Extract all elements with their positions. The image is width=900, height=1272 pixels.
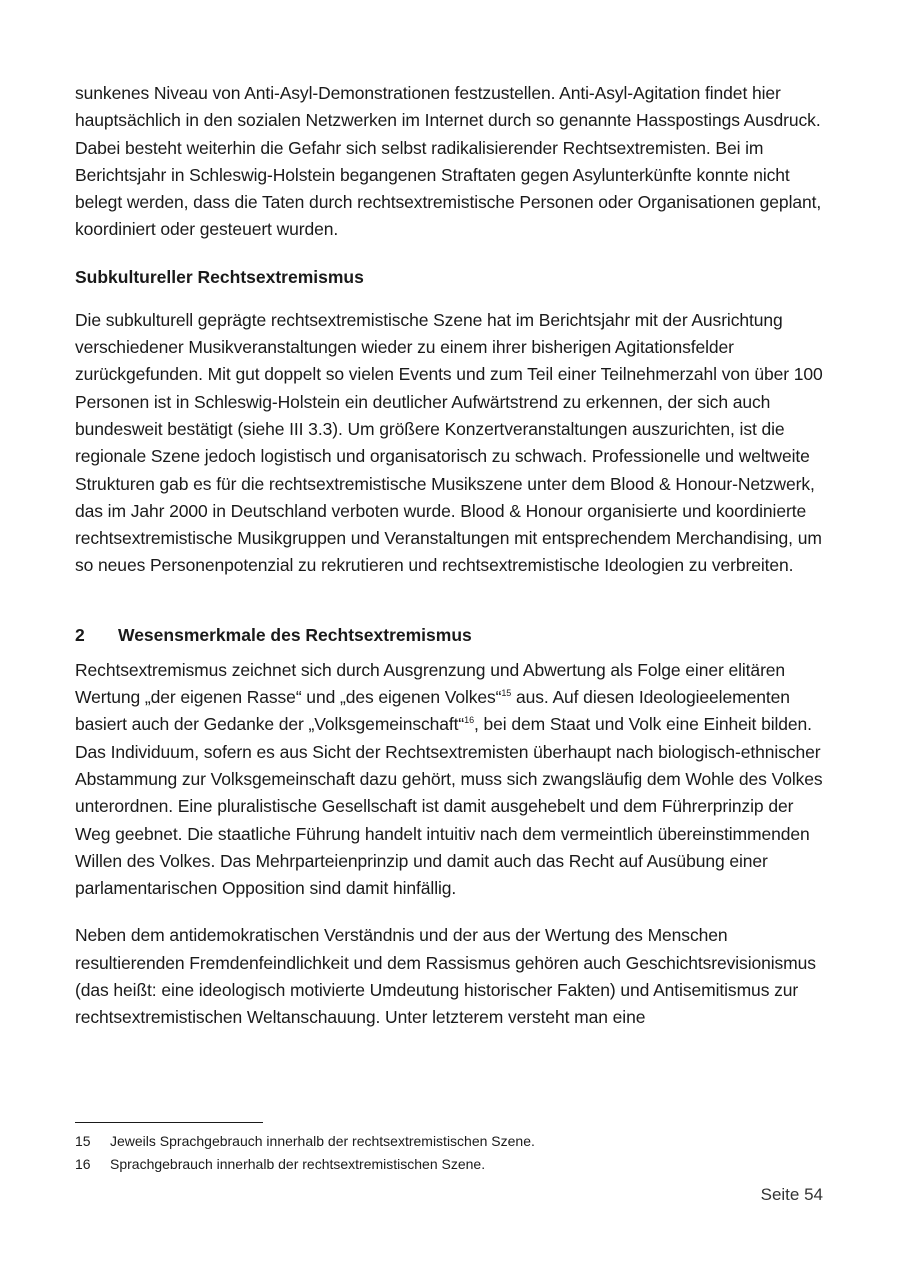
traits-text-3: , bei dem Staat und Volk eine Einheit bilden. Das Individuum, sofern es aus Sicht der Rechtsextremisten überhaupt nach biologisch-ethnischer Abstammung zur Volksgemeinschaft dazu gehört, muss sich zwangsläufig dem Wohle des Volkes unterordnen. Eine pluralistische Gesellschaft ist damit ausgehebelt und dem Führerprinzip der Weg geebnet. Die staatliche Führung handelt intuitiv nach dem vermeintlich übereinstimmenden Willen des Volkes. Das Mehrparteienprinzip und damit auch das Recht auf Ausübung einer parlamentarischen Opposition sind damit hinfällig. [75, 714, 823, 899]
footnote-16 [75, 1153, 827, 1176]
paragraph-worldview: Neben dem antidemokratischen Verständnis und der aus der Wertung des Menschen resultierenden Fremdenfeindlichkeit und dem Rassismus gehören auch Geschichtsrevisionismus (das heißt: eine ideologisch motivierte Umdeutung historischer Fakten) und Antisemitismus zur rechtsextremistischen Weltanschauung. Unter letzterem versteht man eine [75, 925, 816, 1028]
paragraph-gap [75, 902, 827, 922]
footnote-ref-16[interactable]: 16 [464, 715, 474, 726]
section-heading [75, 622, 827, 649]
footnote-text: Sprachgebrauch innerhalb der rechtsextremistischen Szene. [110, 1156, 486, 1172]
paragraph-subculture: Die subkulturell geprägte rechtsextremistische Szene hat im Berichtsjahr mit der Ausrichtung verschiedener Musikveranstaltungen wieder zu einem ihrer bisherigen Agitationsfelder zurückgefunden. Mit gut doppelt so vielen Events und zum Teil einer Teilnehmerzahl von über 100 Personen ist in Schleswig-Holstein ein deutlicher Aufwärtstrend zu erkennen, der sich auch bundesweit bestätigt (siehe III 3.3). Um größere Konzertveranstaltungen auszurichten, ist die regionale Szene jedoch logistisch und organisatorisch zu schwach. Professionelle und weltweite Strukturen gab es für die rechtsextremistische Musikszene unter dem Blood & Honour-Netzwerk, das im Jahr 2000 in Deutschland verboten wurde. Blood & Honour organisierte und koordinierte rechtsextremistische Musikgruppen und Veranstaltungen mit entsprechendem Merchandising, um so neues Personenpotenzial zu rekrutieren und rechtsextremistische Ideologien zu verbreiten. [75, 309, 823, 576]
footnote-number: 16 [75, 1156, 91, 1172]
footnote-15 [75, 1130, 827, 1153]
section-number: 2 [75, 624, 85, 645]
paragraph-intro: sunkenes Niveau von Anti-Asyl-Demonstrationen festzustellen. Anti-Asyl-Agitation findet hier hauptsächlich in den sozialen Netzwerken im Internet durch so genannte Hasspostings Ausdruck. Dabei besteht weiterhin die Gefahr sich selbst radikalisierender Rechtsextremisten. Bei im Berichtsjahr in Schleswig-Holstein begangenen Straftaten gegen Asylunterkünfte konnte nicht belegt werden, dass die Taten durch rechtsextremistische Personen oder Organisationen geplant, koordiniert oder gesteuert wurden. [75, 83, 822, 240]
footnote-ref-15[interactable]: 15 [501, 688, 512, 699]
footnote-text: Jeweils Sprachgebrauch innerhalb der rechtsextremistischen Szene. [110, 1133, 535, 1149]
footnotes [75, 1122, 827, 1176]
footnote-number: 15 [75, 1133, 91, 1149]
page-number: Seite 54 [760, 1185, 823, 1204]
paragraph-traits [75, 657, 827, 903]
subheading-subcultural: Subkultureller Rechtsextremismus [75, 266, 364, 287]
main-content [75, 80, 827, 1032]
section-title: Wesensmerkmale des Rechtsextremismus [118, 624, 472, 645]
traits-text-1: Rechtsextremismus zeichnet sich durch Ausgrenzung und Abwertung als Folge einer elitären Wertung „der eigenen Rasse“ und „des eigenen Volkes“ [75, 659, 786, 708]
footnote-divider [75, 1122, 263, 1123]
traits-text-2: aus. Auf diesen Ideologieelementen basiert auch der Gedanke der „Volksgemeinschaft“ [75, 687, 790, 735]
